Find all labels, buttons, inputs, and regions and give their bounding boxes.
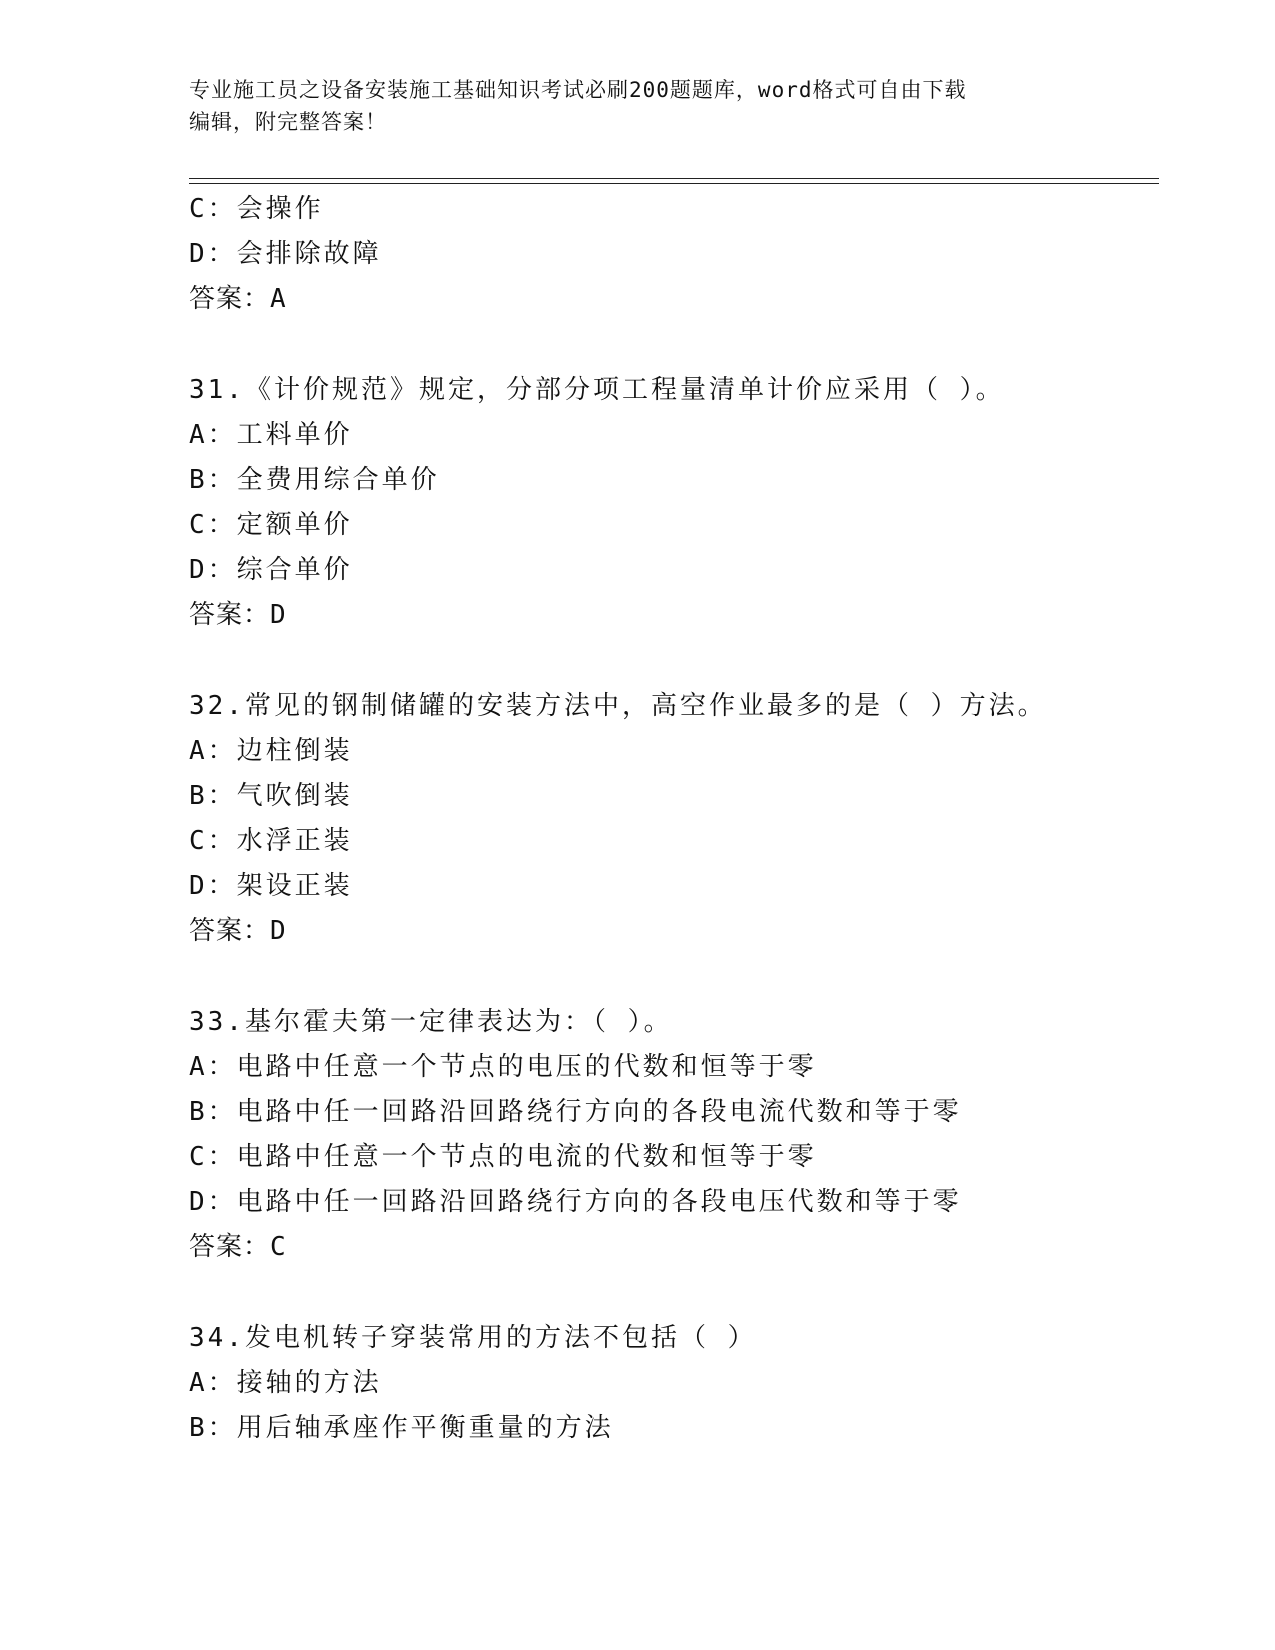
option-c-q32: C：水浮正装 xyxy=(189,826,353,856)
question-34: 34.发电机转子穿装常用的方法不包括（ ） xyxy=(189,1323,757,1353)
question-33: 33.基尔霍夫第一定律表达为：（ ）。 xyxy=(189,1007,673,1037)
header-rule-top xyxy=(189,178,1159,179)
option-d-q32: D：架设正装 xyxy=(189,871,353,901)
option-b-q34: B：用后轴承座作平衡重量的方法 xyxy=(189,1413,614,1443)
option-c-q30: C：会操作 xyxy=(189,194,324,224)
header-line-1: 专业施工员之设备安装施工基础知识考试必刷200题题库，word格式可自由下载 xyxy=(189,78,967,102)
option-c-q31: C：定额单价 xyxy=(189,510,353,540)
option-b-q31: B：全费用综合单价 xyxy=(189,465,440,495)
option-a-q31: A：工料单价 xyxy=(189,420,353,450)
document-header xyxy=(189,74,1089,138)
option-c-q33: C：电路中任意一个节点的电流的代数和恒等于零 xyxy=(189,1142,817,1172)
answer-q32: 答案：D xyxy=(189,916,287,946)
question-31: 31.《计价规范》规定，分部分项工程量清单计价应采用（ ）。 xyxy=(189,375,1005,405)
option-a-q32: A：边柱倒装 xyxy=(189,736,353,766)
header-rule-bottom xyxy=(189,183,1159,184)
header-line-2: 编辑，附完整答案！ xyxy=(189,110,387,134)
option-a-q34: A：接轴的方法 xyxy=(189,1368,382,1398)
option-b-q32: B：气吹倒装 xyxy=(189,781,353,811)
option-d-q33: D：电路中任一回路沿回路绕行方向的各段电压代数和等于零 xyxy=(189,1187,962,1217)
answer-q30: 答案：A xyxy=(189,284,287,314)
answer-q31: 答案：D xyxy=(189,600,287,630)
option-d-q30: D：会排除故障 xyxy=(189,239,382,269)
answer-q33: 答案：C xyxy=(189,1232,287,1262)
question-32: 32.常见的钢制储罐的安装方法中，高空作业最多的是（ ）方法。 xyxy=(189,691,1047,721)
option-d-q31: D：综合单价 xyxy=(189,555,353,585)
option-a-q33: A：电路中任意一个节点的电压的代数和恒等于零 xyxy=(189,1052,817,1082)
option-b-q33: B：电路中任一回路沿回路绕行方向的各段电流代数和等于零 xyxy=(189,1097,962,1127)
